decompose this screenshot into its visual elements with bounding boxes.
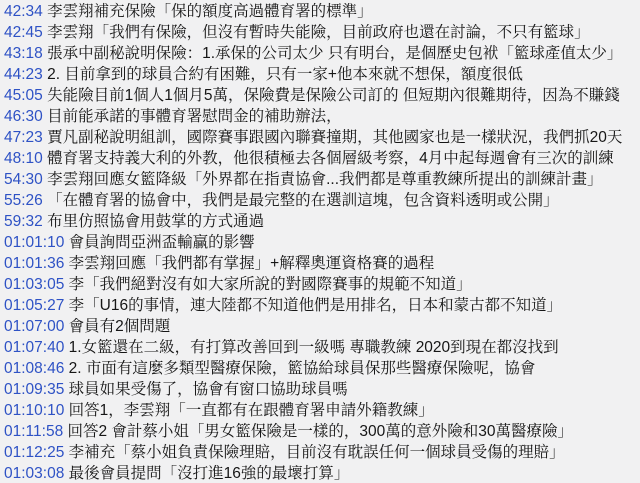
timestamp-link[interactable]: 01:11:58 (4, 423, 64, 440)
entry-text: 2. 目前拿到的球員合約有困難，只有一家+他本來就不想保，額度很低 (42, 66, 523, 83)
timestamp-entry (4, 148, 640, 169)
timestamp-link[interactable]: 01:12:25 (4, 444, 65, 461)
timestamp-link[interactable]: 48:10 (4, 150, 43, 167)
timestamp-entry (4, 421, 640, 442)
timestamp-link[interactable]: 45:05 (4, 87, 43, 104)
timestamp-link[interactable]: 01:07:00 (4, 318, 65, 335)
timestamp-entry (4, 358, 640, 379)
entry-text: 李「U16的事情，連大陸都不知道他們是用排名，日本和蒙古都不知道」 (64, 297, 563, 314)
entry-text: 2. 市面有這麼多類型醫療保險，籃協給球員保那些醫療保險呢，協會 (64, 360, 536, 377)
timestamp-entry (4, 337, 640, 358)
timestamp-link[interactable]: 47:23 (4, 129, 43, 146)
timestamp-entry (4, 1, 640, 22)
timestamp-link[interactable]: 01:01:36 (4, 255, 65, 272)
entry-text: 失能險目前1個人1個月5萬，保險費是保險公司訂的 但短期內很難期待，因為不賺錢 (42, 87, 620, 104)
timestamp-link[interactable]: 42:34 (4, 3, 43, 20)
timestamp-entry (4, 253, 640, 274)
entry-text: 目前能承諾的事體育署慰問金的補助辦法， (42, 108, 342, 125)
entry-text: 體育署支持義大利的外教，他很積極去各個層級考察，4月中起每週會有三次的訓練 (42, 150, 614, 167)
timestamp-entry (4, 127, 640, 148)
timestamp-link[interactable]: 59:32 (4, 213, 43, 230)
timestamp-entry (4, 106, 640, 127)
timestamp-entry (4, 169, 640, 190)
timestamp-entry (4, 43, 640, 64)
entry-text: 李雲翔補充保險「保的額度高過體育署的標準」 (42, 3, 373, 20)
entry-text: 會員詢問亞洲盃輸贏的影響 (64, 234, 255, 251)
timestamp-entry (4, 232, 640, 253)
entry-text: 「在體育署的協會中，我們是最完整的在選訓這塊，包含資料透明或公開」 (42, 192, 559, 209)
timestamp-entry (4, 211, 640, 232)
entry-text: 1.女籃還在二級，有打算改善回到一級嗎 專職教練 2020到現在都沒找到 (64, 339, 559, 356)
entry-text: 回答1，李雲翔「一直都有在跟體育署申請外籍教練」 (64, 402, 434, 419)
timestamp-link[interactable]: 01:07:40 (4, 339, 65, 356)
timestamp-entry (4, 400, 640, 421)
entry-text: 回答2 會計蔡小姐「男女籃保險是一樣的，300萬的意外險和30萬醫療險」 (63, 423, 574, 440)
entry-text: 李「我們絕對沒有如大家所說的對國際賽事的規範不知道」 (64, 276, 472, 293)
entry-text: 李雲翔回應女籃降級「外界都在指責協會...我們都是尊重教練所提出的訓練計畫」 (42, 171, 603, 188)
timestamp-link[interactable]: 01:10:10 (4, 402, 65, 419)
timestamp-entry (4, 463, 640, 483)
timestamp-entry (4, 316, 640, 337)
entry-text: 賈凡副秘說明組訓，國際賽事跟國內聯賽撞期，其他國家也是一樣狀況，我們抓20天 (42, 129, 623, 146)
timestamp-link[interactable]: 46:30 (4, 108, 43, 125)
entry-text: 李雲翔回應「我們都有掌握」+解釋奧運資格賽的過程 (64, 255, 435, 272)
timestamp-entry (4, 274, 640, 295)
entry-text: 會員有2個問題 (64, 318, 171, 335)
timestamp-entry (4, 295, 640, 316)
entry-text: 李雲翔「我們有保險，但沒有暫時失能險，目前政府也還在討論，不只有籃球」 (42, 24, 590, 41)
entry-text: 最後會員提問「沒打進16強的最壞打算」 (64, 465, 350, 482)
timestamp-link[interactable]: 01:03:08 (4, 465, 65, 482)
timestamp-link[interactable]: 42:45 (4, 24, 43, 41)
timestamp-entry (4, 442, 640, 463)
entry-text: 李補充「蔡小姐負責保險理賠，目前沒有耽誤任何一個球員受傷的理賠」 (64, 444, 565, 461)
entry-text: 球員如果受傷了，協會有窗口協助球員嗎 (64, 381, 348, 398)
timestamp-entry (4, 379, 640, 400)
entry-text: 布里仿照協會用鼓掌的方式通過 (42, 213, 265, 230)
timestamp-link[interactable]: 44:23 (4, 66, 43, 83)
timestamp-link[interactable]: 01:01:10 (4, 234, 65, 251)
timestamp-entry (4, 190, 640, 211)
timestamp-entry (4, 64, 640, 85)
timestamp-link[interactable]: 01:03:05 (4, 276, 65, 293)
timestamp-link[interactable]: 01:05:27 (4, 297, 65, 314)
timestamp-link[interactable]: 01:08:46 (4, 360, 65, 377)
timestamp-link[interactable]: 43:18 (4, 45, 43, 62)
timestamp-entry (4, 85, 640, 106)
timestamp-link[interactable]: 01:09:35 (4, 381, 65, 398)
timestamp-link[interactable]: 54:30 (4, 171, 43, 188)
entry-text: 張承中副秘說明保險：1.承保的公司太少 只有明台，是個歷史包袱「籃球產值太少」 (42, 45, 623, 62)
timestamp-entry (4, 22, 640, 43)
timestamp-link[interactable]: 55:26 (4, 192, 43, 209)
